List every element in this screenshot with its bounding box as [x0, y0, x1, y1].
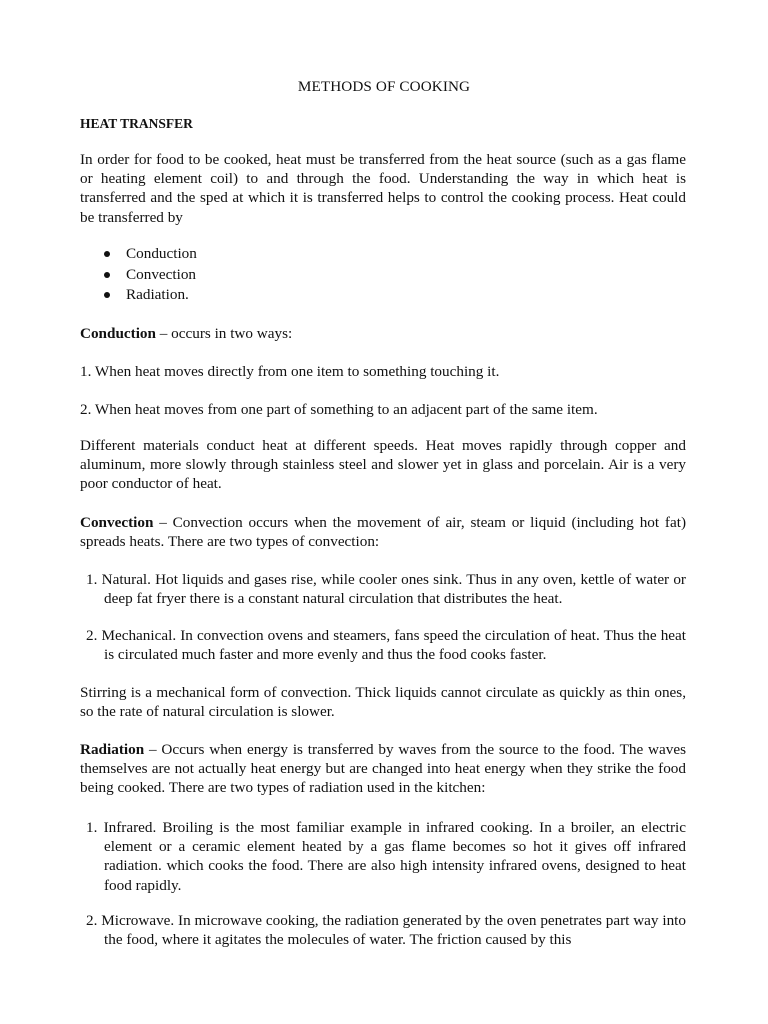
radiation-item-1: 1. Infrared. Broiling is the most familiar example in infrared cooking. In a broiler, an electric element or a ceramic element heated by a gas flame becomes so hot it gives off infrared radiation. which cooks the food. There are also high intensity infrared ovens, designed to heat food rapidly. — [86, 819, 686, 894]
convection-label: Convection — [80, 514, 154, 531]
radiation-label: Radiation — [80, 741, 145, 758]
bullet-icon — [104, 292, 110, 298]
convection-detail: Stirring is a mechanical form of convection. Thick liquids cannot circulate as quickly as thin ones, so the rate of natural circulation is slower. — [80, 684, 686, 721]
section-heading: HEAT TRANSFER — [80, 116, 193, 131]
document-title: METHODS OF COOKING — [297, 78, 471, 95]
list-item: Radiation. — [104, 285, 197, 306]
intro-paragraph: In order for food to be cooked, heat must be transferred from the heat source (such as a gas flame or heating element coil) to and through the food. Understanding the way in which heat is transferred and the sped at which it is transferred helps to control the cooking process. Heat could be transferred by — [80, 151, 686, 226]
methods-list — [104, 244, 197, 306]
conduction-label: Conduction — [80, 325, 156, 342]
conduction-item-1: 1. When heat moves directly from one item to something touching it. — [80, 363, 500, 380]
conduction-paragraph: Conduction – occurs in two ways: — [80, 325, 293, 342]
bullet-icon — [104, 272, 110, 278]
bullet-icon — [104, 251, 110, 257]
radiation-paragraph: Radiation – Occurs when energy is transferred by waves from the source to the food. The waves themselves are not actually heat energy but are changed into heat energy when they strike the food being cooked. There are two types of radiation used in the kitchen: — [80, 741, 686, 797]
convection-paragraph: Convection – Convection occurs when the movement of air, steam or liquid (including hot fat) spreads heats. There are two types of convection: — [80, 514, 686, 551]
convection-item-1: 1. Natural. Hot liquids and gases rise, while cooler ones sink. Thus in any oven, kettle of water or deep fat fryer there is a constant natural circulation that distributes the heat. — [86, 571, 686, 608]
convection-item-2: 2. Mechanical. In convection ovens and steamers, fans speed the circulation of heat. Thus the heat is circulated much faster and more evenly and thus the food cooks faster. — [86, 627, 686, 664]
conduction-item-2: 2. When heat moves from one part of something to an adjacent part of the same item. — [80, 401, 598, 418]
radiation-item-2: 2. Microwave. In microwave cooking, the radiation generated by the oven penetrates part way into the food, where it agitates the molecules of water. The friction caused by this — [86, 912, 686, 949]
list-item: Conduction — [104, 244, 197, 265]
conduction-detail: Different materials conduct heat at different speeds. Heat moves rapidly through copper and aluminum, more slowly through stainless steel and slower yet in glass and porcelain. Air is a very poor conductor of heat. — [80, 437, 686, 493]
list-item: Convection — [104, 265, 197, 286]
